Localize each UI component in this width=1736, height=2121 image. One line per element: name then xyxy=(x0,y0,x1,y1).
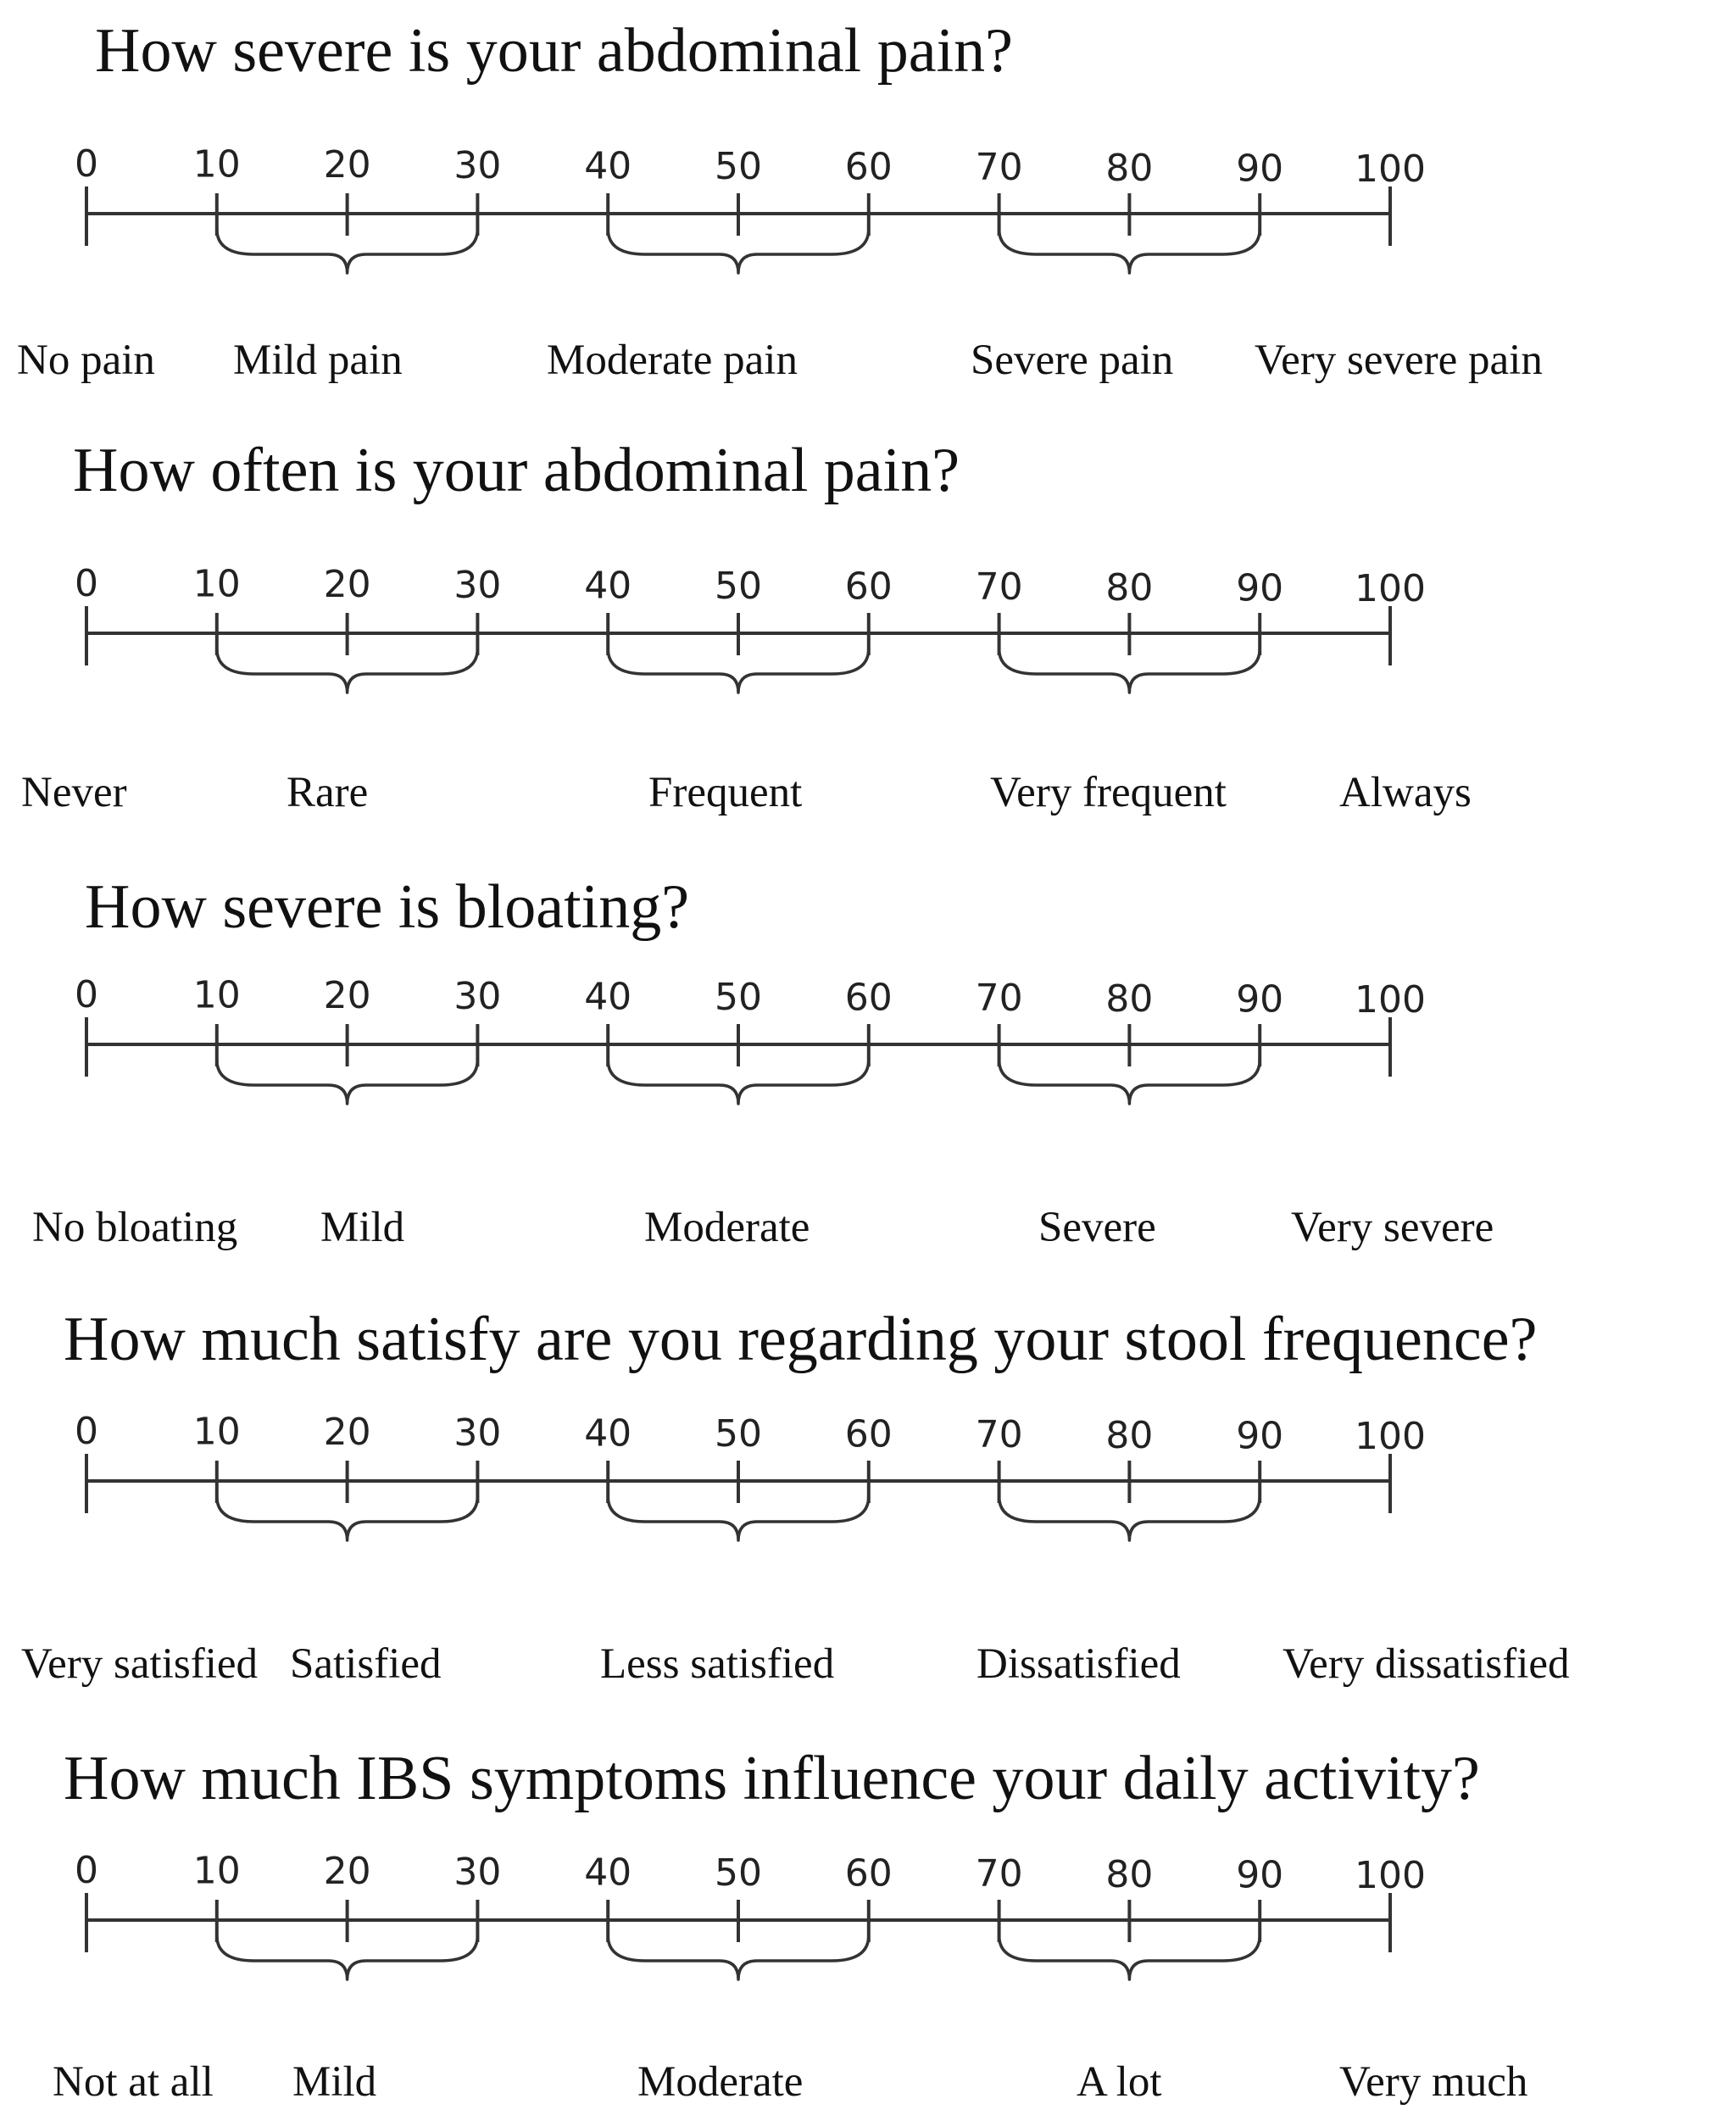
anchor-label: Never xyxy=(21,769,127,816)
scale-tick-label: 60 xyxy=(844,1412,893,1456)
scale-tick-label: 100 xyxy=(1355,148,1426,191)
scale-tick-label: 20 xyxy=(323,974,371,1018)
scale-tick-label: 30 xyxy=(453,563,502,607)
scale-tick-label: 20 xyxy=(323,563,371,607)
scale-tick-label: 40 xyxy=(584,1411,632,1456)
anchor-label: No bloating xyxy=(32,1204,238,1251)
anchor-label: Very frequent xyxy=(990,769,1227,816)
scale-tick-label: 50 xyxy=(715,1851,762,1895)
scale-tick-label: 50 xyxy=(715,976,762,1019)
anchor-label: Moderate pain xyxy=(547,337,798,384)
scale-tick-label: 90 xyxy=(1236,566,1284,610)
anchor-label: Frequent xyxy=(648,769,803,816)
scale-tick-label: 60 xyxy=(844,976,893,1020)
scale-tick-label: 90 xyxy=(1236,1414,1284,1458)
anchor-label: Very much xyxy=(1339,2058,1528,2106)
anchor-labels xyxy=(0,767,1736,827)
rating-scale xyxy=(0,975,1736,1136)
scale-tick-label: 10 xyxy=(192,142,241,186)
scale-tick-label: 40 xyxy=(584,1851,632,1895)
scale-tick-label: 70 xyxy=(975,1852,1023,1896)
scale-tick-label: 80 xyxy=(1105,1413,1154,1457)
scale-tick-label: 70 xyxy=(975,977,1023,1021)
scale-tick-label: 10 xyxy=(192,1410,241,1454)
scale-tick-label: 80 xyxy=(1105,977,1154,1021)
scale-tick-label: 10 xyxy=(192,973,241,1017)
scale-tick-label: 90 xyxy=(1236,977,1284,1022)
scale-tick-label: 40 xyxy=(584,144,632,188)
anchor-label: Very satisfied xyxy=(21,1640,259,1688)
scale-tick-label: 100 xyxy=(1355,567,1426,610)
scale-tick-label: 0 xyxy=(75,973,98,1016)
anchor-label: Severe xyxy=(1038,1204,1156,1251)
scale-tick-label: 40 xyxy=(584,975,632,1019)
scale-tick-label: 30 xyxy=(453,1411,502,1455)
anchor-label: Moderate xyxy=(637,2058,804,2106)
anchor-label: Satisfied xyxy=(290,1640,442,1688)
anchor-labels xyxy=(0,1202,1736,1261)
scale-tick-label: 60 xyxy=(844,145,893,189)
anchor-label: Mild xyxy=(292,2058,377,2106)
anchor-label: Very severe pain xyxy=(1255,337,1543,384)
scale-tick-label: 0 xyxy=(75,142,98,186)
scale-tick-label: 80 xyxy=(1105,1852,1154,1896)
scale-tick-label: 20 xyxy=(323,1850,371,1894)
anchor-label: Rare xyxy=(287,769,369,816)
anchor-label: Mild pain xyxy=(233,337,403,384)
scale-tick-label: 50 xyxy=(715,145,762,188)
scale-tick-label: 90 xyxy=(1236,1853,1284,1897)
scale-tick-label: 90 xyxy=(1236,147,1284,191)
question-title: How much IBS symptoms influence your daily activity? xyxy=(64,1744,1480,1813)
scale-tick-label: 80 xyxy=(1105,146,1154,190)
anchor-label: Very severe xyxy=(1291,1204,1494,1251)
anchor-label: Severe pain xyxy=(971,337,1174,384)
question-title: How often is your abdominal pain? xyxy=(73,436,960,505)
scale-tick-label: 100 xyxy=(1355,1415,1426,1458)
anchor-label: Less satisfied xyxy=(600,1640,835,1688)
scale-tick-label: 30 xyxy=(453,1850,502,1894)
scale-tick-label: 80 xyxy=(1105,565,1154,610)
anchor-label: Always xyxy=(1339,769,1472,816)
anchor-label: Very dissatisfied xyxy=(1283,1640,1570,1688)
scale-tick-label: 100 xyxy=(1355,978,1426,1022)
question-title: How much satisfy are you regarding your stool frequence? xyxy=(64,1305,1538,1374)
scale-tick-label: 30 xyxy=(453,974,502,1018)
scale-tick-label: 40 xyxy=(584,564,632,608)
anchor-label: A lot xyxy=(1077,2058,1162,2106)
scale-tick-label: 20 xyxy=(323,143,371,187)
scale-tick-label: 50 xyxy=(715,565,762,608)
anchor-label: Mild xyxy=(320,1204,405,1251)
rating-scale xyxy=(0,564,1736,725)
scale-tick-label: 60 xyxy=(844,565,893,609)
scale-tick-label: 70 xyxy=(975,565,1023,610)
scale-tick-label: 0 xyxy=(75,1849,98,1892)
rating-scale xyxy=(0,1851,1736,2012)
scale-tick-label: 100 xyxy=(1355,1854,1426,1897)
scale-tick-label: 50 xyxy=(715,1412,762,1456)
rating-scale xyxy=(0,1411,1736,1573)
anchor-labels xyxy=(0,1639,1736,1698)
anchor-label: Not at all xyxy=(53,2058,214,2106)
question-title: How severe is your abdominal pain? xyxy=(95,16,1013,86)
rating-scale xyxy=(0,144,1736,305)
scale-tick-label: 0 xyxy=(75,1410,98,1453)
anchor-labels xyxy=(0,335,1736,394)
anchor-labels xyxy=(0,2057,1736,2116)
scale-tick-label: 70 xyxy=(975,1413,1023,1457)
scale-tick-label: 10 xyxy=(192,1849,241,1893)
scale-tick-label: 10 xyxy=(192,562,241,606)
scale-tick-label: 20 xyxy=(323,1411,371,1455)
scale-tick-label: 0 xyxy=(75,562,98,605)
question-title: How severe is bloating? xyxy=(85,872,690,942)
anchor-label: No pain xyxy=(17,337,155,384)
scale-tick-label: 30 xyxy=(453,143,502,187)
anchor-label: Dissatisfied xyxy=(976,1640,1181,1688)
scale-tick-label: 60 xyxy=(844,1851,893,1896)
anchor-label: Moderate xyxy=(644,1204,810,1251)
scale-tick-label: 70 xyxy=(975,146,1023,190)
